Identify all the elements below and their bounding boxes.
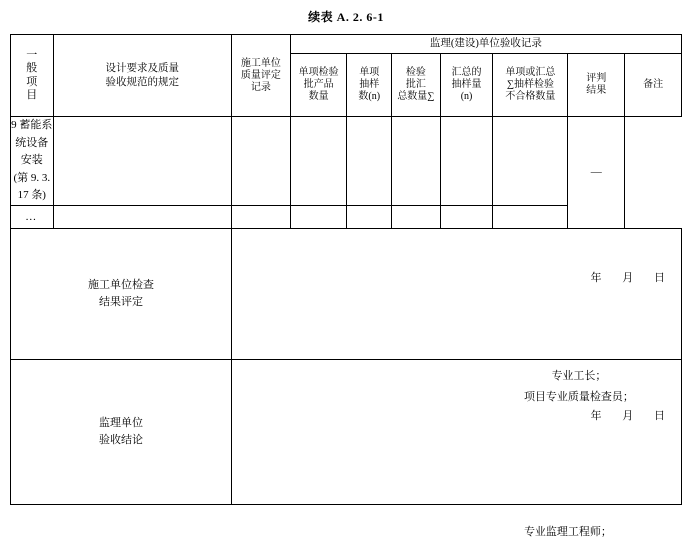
header-evaluation-result (568, 54, 625, 117)
row-2-item-description: … (11, 205, 54, 228)
header-unit-product-qty (290, 54, 347, 117)
design-requirement-label: 设计要求及质量 验收规范的规定 (105, 63, 179, 88)
construction-unit-check-label: 施工单位检查 结果评定 (11, 228, 232, 359)
header-batch-total-qty (392, 54, 441, 117)
row-2-summary-sample-qty-cell[interactable] (392, 205, 441, 228)
construction-unit-check-content[interactable] (231, 228, 681, 403)
row-2-construction-record-cell[interactable] (53, 205, 231, 228)
header-unit-sample-qty (347, 54, 392, 117)
supervision-unit-date-line: 年 月 日 (590, 410, 665, 423)
header-unqualified-qty (493, 54, 568, 117)
page-title: 续表 A. 2. 6-1 (308, 10, 384, 24)
remark-label: 备注 (643, 79, 664, 90)
unit-product-qty-label: 单项检验 批产品 数量 (298, 67, 339, 102)
row-2-unqualified-qty-cell[interactable] (440, 205, 493, 228)
row-1-unit-sample-qty-cell[interactable] (290, 117, 347, 206)
header-design-requirement (53, 35, 231, 117)
row-1-evaluation-cell[interactable] (493, 117, 568, 206)
construction-unit-date-line: 年 月 日 (590, 272, 665, 285)
construction-unit-check-section (11, 228, 682, 359)
table-row (11, 117, 682, 206)
row-1-unqualified-qty-cell[interactable] (440, 117, 493, 206)
summary-sample-qty-label: 汇总的 抽样量 (n) (451, 67, 482, 102)
evaluation-result-label: 评判 结果 (586, 73, 607, 96)
supervision-record-label: 监理(建设)单位验收记录 (429, 38, 542, 50)
table-header-row-top (11, 35, 682, 54)
item-category-vertical-label: 一 般 项 目 (26, 49, 38, 101)
header-construction-record (231, 35, 290, 117)
header-supervision-record (290, 35, 681, 54)
row-2-evaluation-cell[interactable] (493, 205, 568, 228)
row-2-unit-sample-qty-cell[interactable] (290, 205, 347, 228)
row-2-unit-product-qty-cell[interactable] (231, 205, 290, 228)
row-1-unit-product-qty-cell[interactable] (231, 117, 290, 206)
unqualified-qty-label: 单项或汇总 ∑抽样检验 不合格数量 (505, 67, 556, 102)
row-1-construction-record-cell[interactable] (53, 117, 231, 206)
construction-unit-signature-lines: 专业工长； 项目专业质量检查员； (523, 369, 634, 403)
header-remark (625, 54, 682, 117)
row-1-summary-sample-qty-cell[interactable] (392, 117, 441, 206)
supervision-unit-signature-lines: 专业监理工程师； (523, 525, 612, 538)
batch-total-qty-label: 检验 批汇 总数量∑ (397, 67, 435, 102)
supervision-unit-conclusion-label: 监理单位 验收结论 (11, 359, 232, 504)
row-1-item-description: 9 蓄能系统设备安装 (第 9. 3. 17 条) (11, 117, 54, 206)
header-item-category (11, 35, 54, 117)
header-summary-sample-qty (440, 54, 493, 117)
acceptance-record-table (10, 34, 682, 538)
row-1-remark-cell: — (568, 117, 625, 229)
row-1-batch-total-qty-cell[interactable] (347, 117, 392, 206)
construction-record-label: 施工单位 质量评定 记录 (240, 57, 281, 93)
row-2-batch-total-qty-cell[interactable] (347, 205, 392, 228)
unit-sample-qty-label: 单项 抽样 数(n) (358, 67, 381, 102)
